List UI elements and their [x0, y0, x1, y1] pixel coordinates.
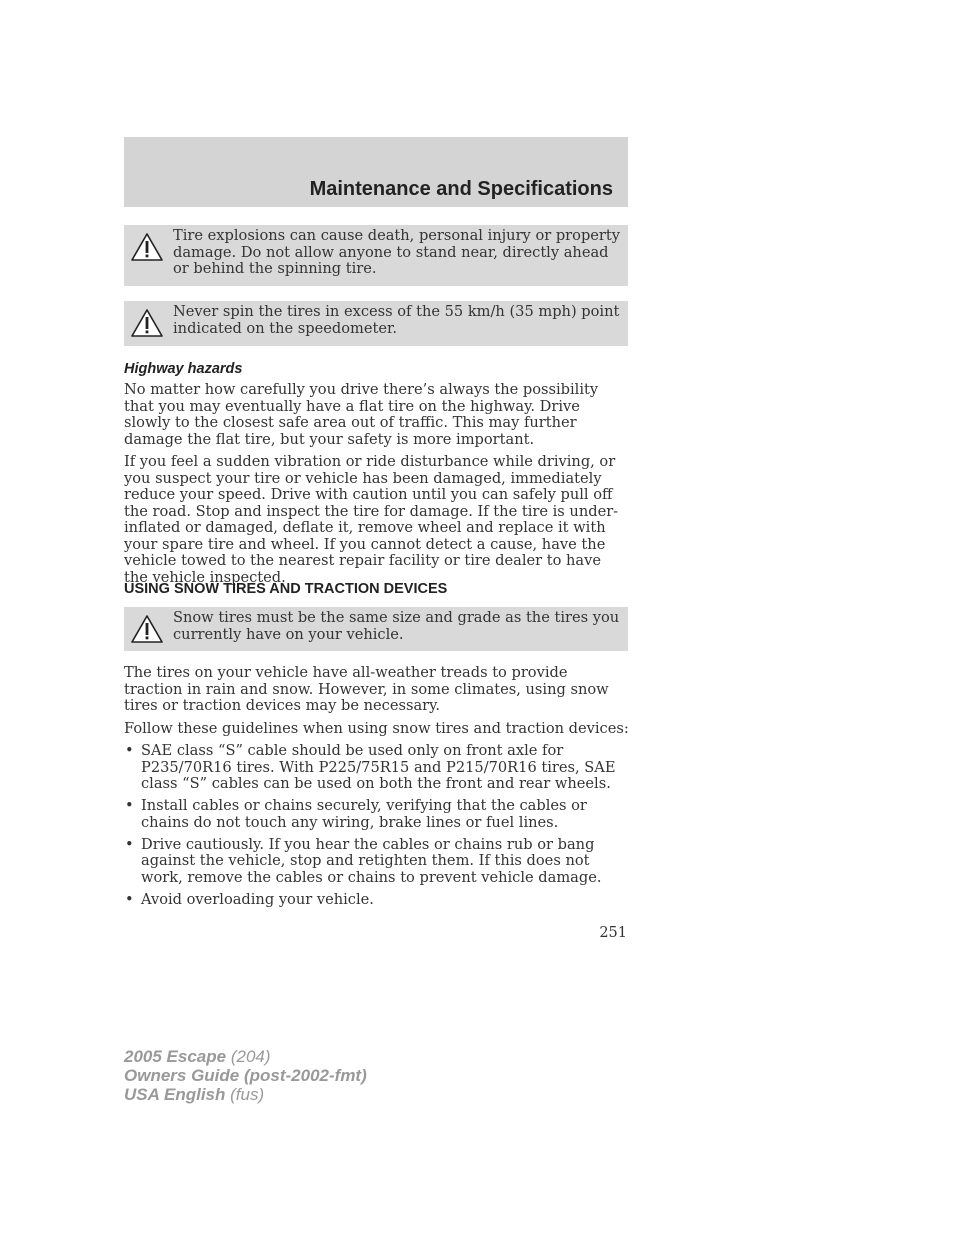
warning-text: Snow tires must be the same size and grade as the tires you currently have on your vehicle. [173, 609, 620, 643]
highway-hazards-body [124, 382, 629, 592]
page-number: 251 [599, 925, 627, 941]
document-footer [124, 1047, 367, 1104]
list-item [124, 892, 629, 909]
section-header [124, 137, 628, 207]
highway-hazards-heading: Highway hazards [124, 361, 243, 377]
footer-model-code: (204) [230, 1047, 271, 1066]
footer-line-3 [124, 1085, 367, 1104]
footer-language: USA English [124, 1085, 226, 1104]
footer-line-1 [124, 1047, 367, 1066]
guidelines-list [124, 743, 629, 908]
paragraph: If you feel a sudden vibration or ride disturbance while driving, or you suspect your tire or vehicle has been damaged, immediately reduce your speed. Drive with caution until you can safely pull off the road. Stop and inspect the tire for damage. If the tire is under-inflated or damaged, deflate it, remove wheel and replace it with your spare tire and wheel. If you cannot detect a cause, have the vehicle towed to the nearest repair facility or tire dealer to have the vehicle inspected. [124, 453, 619, 586]
warning-text: Tire explosions can cause death, personal injury or property damage. Do not allow anyone to stand near, directly ahead or behind the spinning tire. [173, 227, 621, 278]
bullet-dot: • [125, 797, 134, 814]
list-item [124, 798, 629, 831]
paragraph: The tires on your vehicle have all-weather treads to provide traction in rain and snow. However, in some climates, using snow tires or traction devices may be necessary. [124, 664, 609, 714]
footer-language-code: (fus) [230, 1085, 265, 1104]
list-item-text: Avoid overloading your vehicle. [141, 890, 374, 908]
snow-tires-heading: USING SNOW TIRES AND TRACTION DEVICES [124, 581, 448, 597]
list-item-text: SAE class “S” cable should be used only on front axle for P235/70R16 tires. With P225/75R15 and P215/70R16 tires, SAE class “S” cables can be used on both the front and rear wheels. [141, 742, 616, 792]
warning-box-tire-explosion [124, 225, 628, 286]
bullet-dot: • [125, 742, 134, 759]
list-item [124, 743, 629, 793]
paragraph: No matter how carefully you drive there’s always the possibility that you may eventually have a flat tire on the highway. Drive slowly to the closest safe area out of traffic. This may further damage the flat tire, but your safety is more important. [124, 381, 599, 448]
warning-box-spin-speed [124, 301, 628, 346]
warning-triangle-icon [130, 308, 164, 338]
section-title: Maintenance and Specifications [309, 178, 613, 200]
footer-guide: Owners Guide (post-2002-fmt) [124, 1066, 367, 1085]
list-item-text: Drive cautiously. If you hear the cables or chains rub or bang against the vehicle, stop and retighten them. If this does not work, remove the cables or chains to prevent vehicle damage. [141, 835, 602, 886]
list-item-text: Install cables or chains securely, verifying that the cables or chains do not touch any wiring, brake lines or fuel lines. [141, 797, 587, 831]
warning-text: Never spin the tires in excess of the 55 km/h (35 mph) point indicated on the speedometer. [173, 303, 620, 337]
list-item [124, 837, 629, 887]
bullet-dot: • [125, 835, 134, 853]
snow-tires-body [124, 665, 629, 914]
warning-triangle-icon [130, 614, 164, 644]
paragraph: Follow these guidelines when using snow tires and traction devices: [124, 719, 629, 737]
footer-model: 2005 Escape [124, 1047, 227, 1066]
bullet-dot: • [125, 890, 134, 908]
footer-line-2 [124, 1066, 367, 1085]
warning-triangle-icon [130, 232, 164, 262]
warning-box-snow-tires [124, 607, 628, 651]
